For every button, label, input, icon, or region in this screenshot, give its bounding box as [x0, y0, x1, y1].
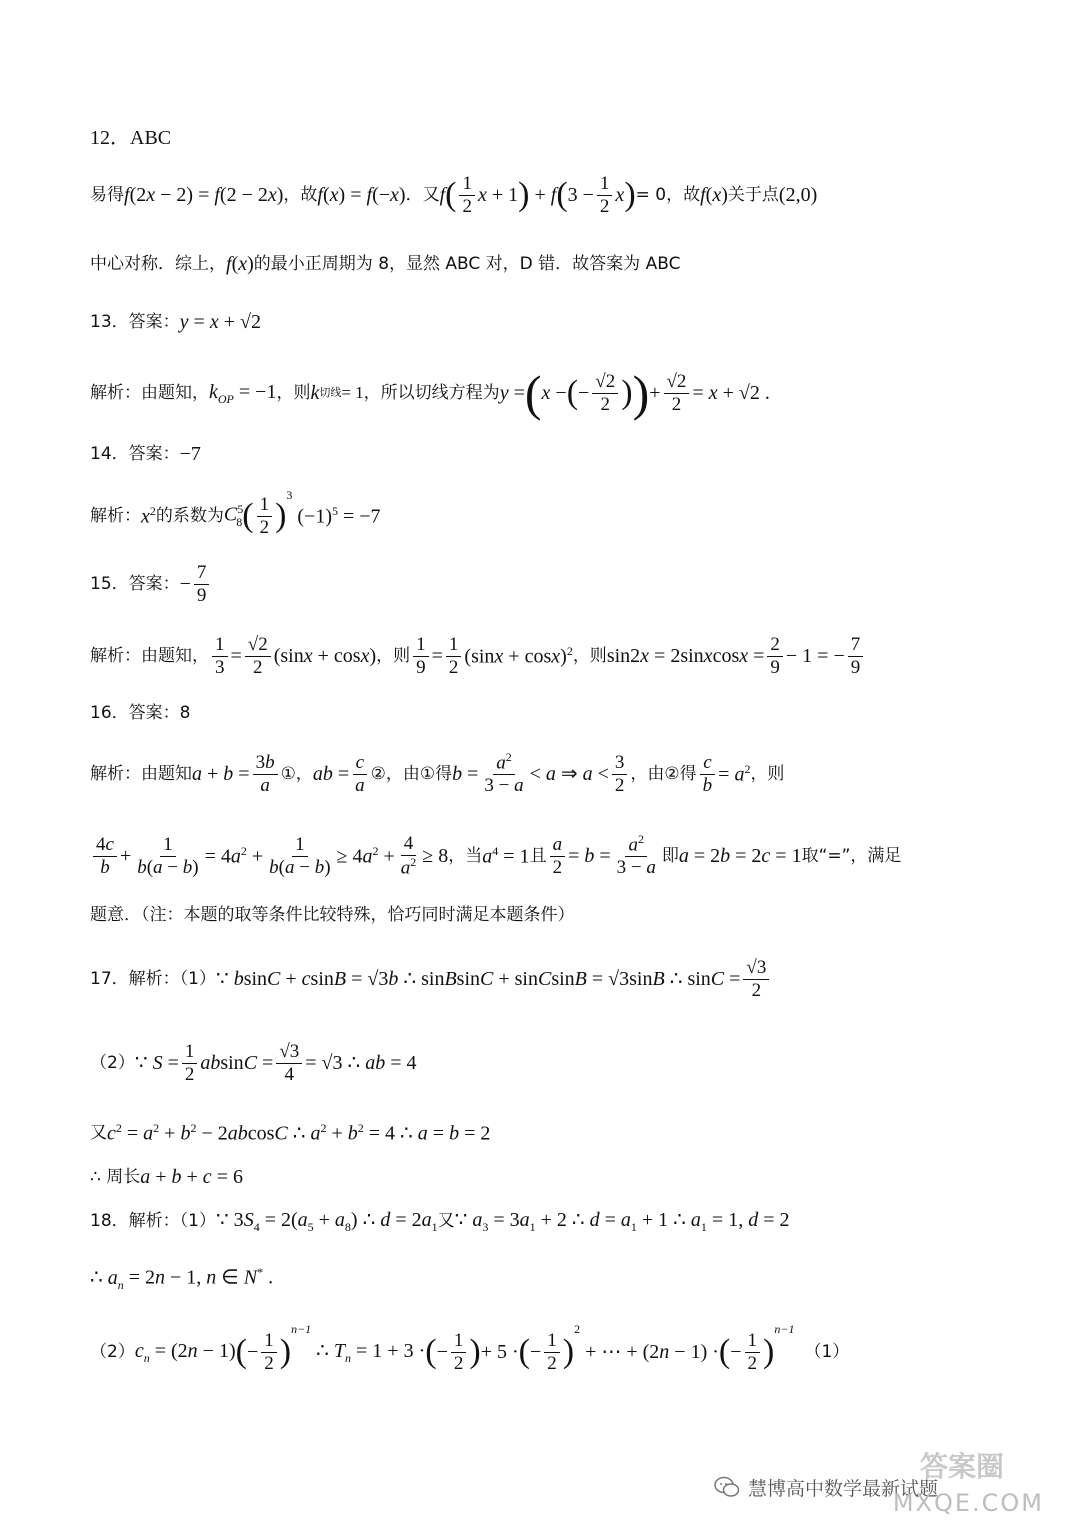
fraction: $\frac{1}{2}$	[597, 173, 613, 218]
fraction: $\frac{3}{2}$	[612, 752, 628, 797]
q18-part1: 18．解析：（1） ∵ $3S_4 = 2(a_5 + a_8)$ ∴ $d = 2a_1$ 又 ∵ $a_3 = 3a_1 + 2$ ∴ $d = a_1 + 1$ ∴ $a_1 = 1$, d = 2	[90, 1209, 790, 1234]
q17-part1: 17．解析：（1） ∵ bsinC + csinB = √3b ∴ sinBsinC + sinCsinB = √3sinB ∴ sinC = $\frac{√3}{2}$	[90, 950, 990, 1008]
q12-heading: 12．ABC	[90, 127, 172, 149]
fraction: $\frac{3b}{a}$	[253, 752, 278, 797]
fraction: $\frac{2}{9}$	[767, 634, 783, 679]
q15-solution: 解析：由题知， $\frac{1}{3}$ = $\frac{√2}{2}$ (sinx + cosx) ，则 $\frac{1}{9}$ = $\frac{1}{2}$ $(\sin x + \cos x)^2$ ，则 sin2x = 2sinxcosx = $\frac{2}{9}$ − 1 = − $\frac{7}{9}$	[90, 628, 990, 684]
q12-line1: 易得 f(2x − 2) = f(2 − 2x) ，故 f(x) = f(−x) ．又 f ( $\frac{1}{2}$ x + 1 ) + f ( 3 − $\frac{1}{2}$ x ) = 0，故 f(x) 关于点 (2,0)	[90, 172, 818, 217]
wechat-icon	[714, 1476, 740, 1498]
fraction: $\frac{1}{2}$	[745, 1330, 761, 1375]
q16-solution2: $\frac{4c}{b}$ + $\frac{1}{b(a - b)}$ = $4a^2$ + $\frac{1}{b(a - b)}$ ≥ $4a^2$ + $\frac{4}{a^2}$ ≥ 8 ，当 $a^4 = 1$ 且 $\frac{a}{2}$ = b = $\frac{a^2}{3 - a}$ 即 a = 2b = 2c = 1 取“=”，满足	[90, 826, 990, 886]
fraction: $\frac{1}{2}$	[446, 634, 462, 679]
fraction: $\frac{√3}{2}$	[743, 957, 769, 1002]
fraction: $\frac{1}{2}$	[182, 1041, 198, 1086]
q17-cosine-law: 又 $c^2 = a^2 + b^2 - 2abcosC$ ∴ $a^2 + b^2 = 4$ ∴ a = b = 2	[90, 1121, 491, 1145]
q17-part2: （2） ∵ S = $\frac{1}{2}$ absinC = $\frac{√3}{4}$ = √3 ∴ ab = 4	[90, 1040, 417, 1085]
watermark-url: MXQE.COM	[892, 1489, 1044, 1517]
watermark-logo: 答案圈	[919, 1450, 1004, 1483]
fraction: $\frac{1}{2}$	[459, 173, 475, 218]
fraction: $\frac{4}{a^2}$	[400, 832, 417, 879]
fraction: $\frac{√2}{2}$	[592, 371, 618, 416]
q17-perimeter: ∴ 周长 a + b + c = 6	[90, 1166, 243, 1188]
fraction: $\frac{c}{b}$	[700, 752, 716, 797]
watermark-text: 慧博高中数学最新试题	[748, 1477, 939, 1500]
fraction: $\frac{1}{b(a - b)}$	[269, 833, 331, 878]
fraction: $\frac{1}{b(a - b)}$	[137, 833, 199, 878]
fraction: $\frac{a^2}{3 - a}$	[616, 831, 656, 879]
fraction: $\frac{1}{2}$	[257, 494, 273, 539]
q18-general-term: ∴ $a_n = 2n - 1$, n ∈ N* .	[90, 1265, 274, 1292]
fraction: $\frac{1}{9}$	[413, 634, 429, 679]
q14-solution: 解析： $x^2$ 的系数为 $C^5_8$ ( $\frac{1}{2}$ ) $^3$ $(-1)^5 = -7$	[90, 488, 381, 538]
q16-solution1: 解析：由题知 a + b = $\frac{3b}{a}$ ①， ab = $\frac{c}{a}$ ②，由①得 b = $\frac{a^2}{3 - a}$ < a ⇒ a < $\frac{3}{2}$ ，由②得 $\frac{c}{b}$ = $a^2$ ，则	[90, 749, 785, 797]
fraction: $\frac{1}{3}$	[212, 634, 228, 679]
q13-answer: 13．答案： y = x + √2	[90, 311, 261, 333]
q18-part2: （2） $c_n = (2n - 1)$ ( − $\frac{1}{2}$ ) $^{n-1}$ ∴ $T_n = 1 + 3$ · ( − $\frac{1}{2}$ ) + 5 · ( − $\frac{1}{2}$ ) $^2$ + ⋯ + (2n − 1) · ( − $\frac{1}{2}$ ) $^{n-1}$ （1）	[90, 1322, 850, 1374]
fraction: $\frac{√2}{2}$	[664, 371, 690, 416]
fraction: $\frac{a}{2}$	[550, 834, 566, 879]
q12-line2: 中心对称．综上， f(x) 的最小正周期为 8，显然 ABC 对，D 错．故答案为 ABC	[90, 253, 681, 275]
q16-answer: 16．答案：8	[90, 703, 191, 723]
fraction: $\frac{√3}{4}$	[276, 1041, 302, 1086]
fraction: $\frac{4c}{b}$	[93, 834, 117, 879]
fraction: $\frac{c}{a}$	[352, 752, 368, 797]
fraction: $\frac{1}{2}$	[451, 1330, 467, 1375]
fraction: $\frac{7}{9}$	[194, 562, 210, 607]
math-expr: f(2x − 2) = f(2 − 2x)	[124, 184, 284, 206]
watermark	[714, 1450, 1044, 1517]
q16-note: 题意．（注：本题的取等条件比较特殊，恰巧同时满足本题条件）	[90, 905, 575, 925]
q15-answer: 15．答案： − $\frac{7}{9}$	[90, 558, 990, 610]
fraction: $\frac{√2}{2}$	[245, 634, 271, 679]
fraction: $\frac{1}{2}$	[544, 1330, 560, 1375]
q14-answer: 14．答案： −7	[90, 443, 201, 465]
fraction: $\frac{1}{2}$	[261, 1330, 277, 1375]
q13-solution: 解析：由题知， $k_{OP} = -1$ ，则 k 切线 = 1，所以切线方程为 y = ( x − ( − $\frac{√2}{2}$ ) ) + $\frac{√2}{2}$ = x + √2 .	[90, 365, 770, 421]
fraction: $\frac{7}{9}$	[848, 634, 864, 679]
fraction: $\frac{a^2}{3 - a}$	[484, 749, 524, 797]
